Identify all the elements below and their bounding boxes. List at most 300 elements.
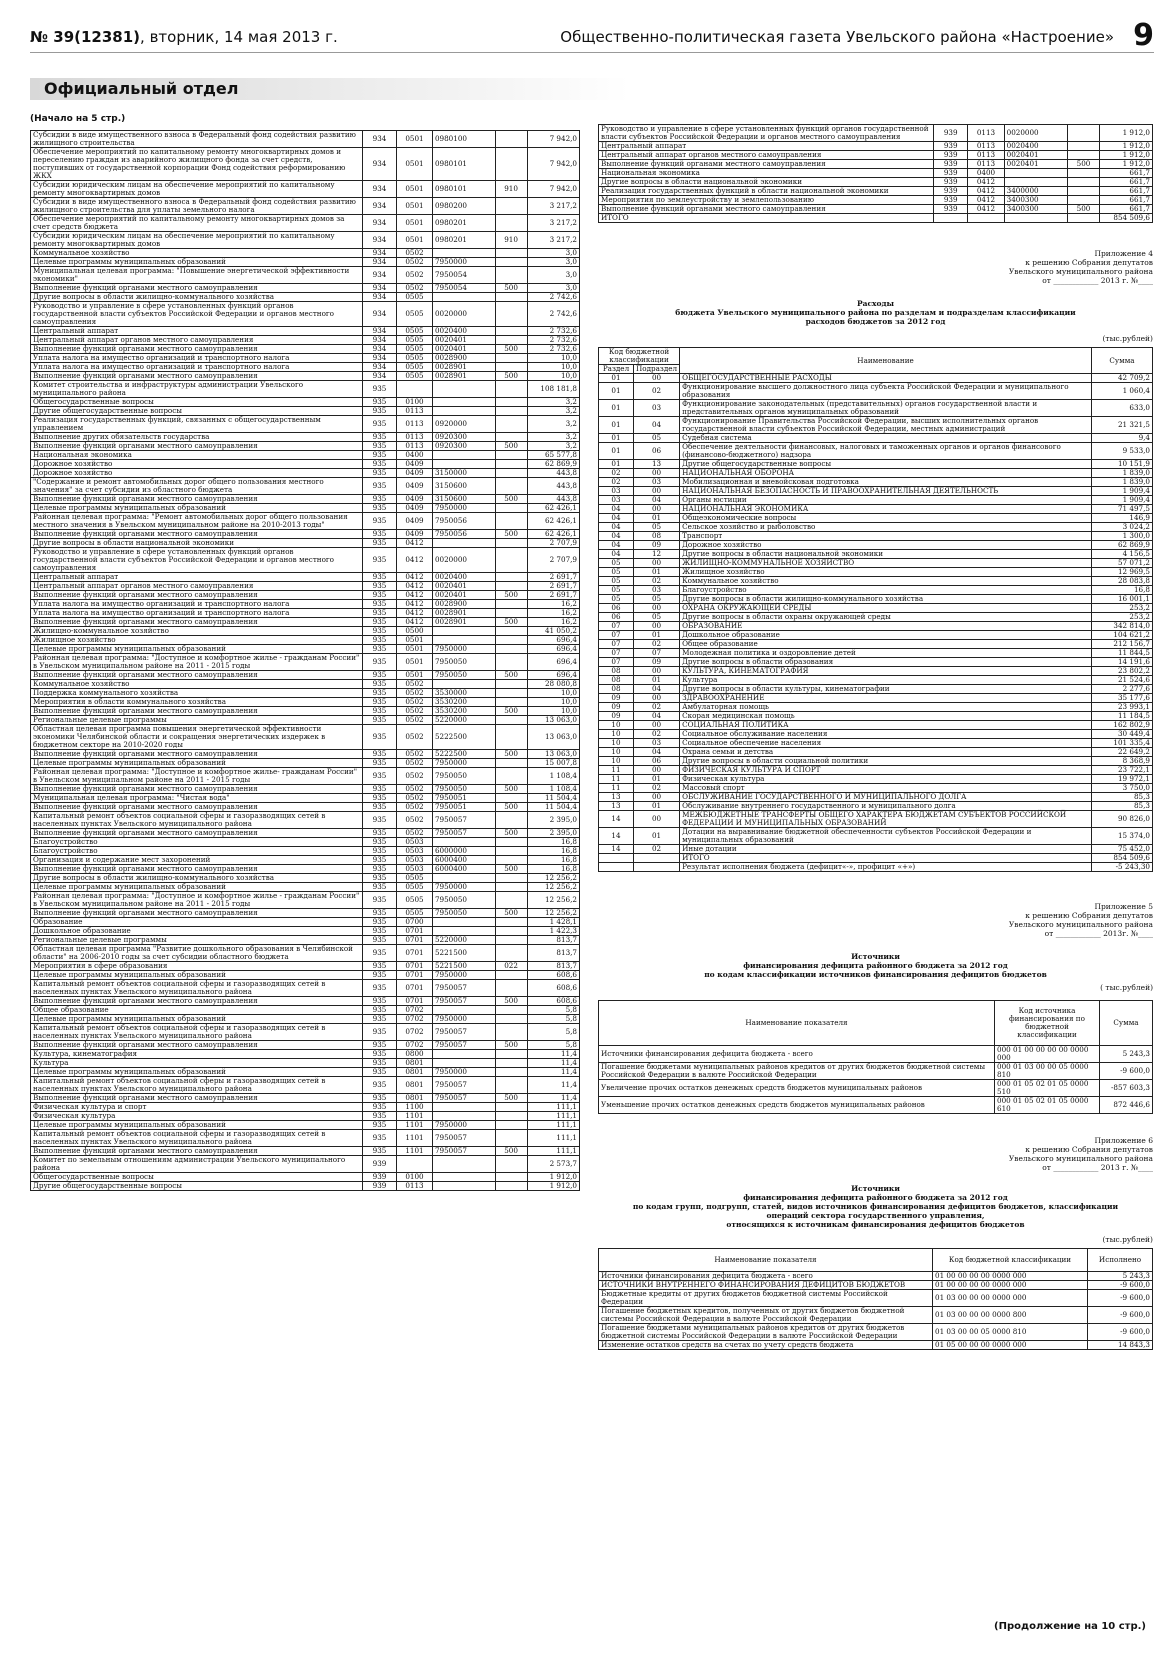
target-code: 0028901	[432, 363, 495, 372]
amount: 10,0	[527, 689, 579, 698]
target-code	[432, 1156, 495, 1173]
section-code: 0500	[396, 627, 432, 636]
chapter-code: 939	[934, 160, 968, 169]
chapter-code: 935	[363, 698, 397, 707]
podrazdel-code: 04	[634, 748, 680, 757]
expense-type	[495, 636, 527, 645]
amount: 15 007,8	[527, 759, 579, 768]
target-code: 0020401	[432, 591, 495, 600]
table-row	[31, 1050, 580, 1059]
item-name: Организация и содержание мест захоронений	[31, 856, 363, 865]
section-code: 0502	[396, 768, 432, 785]
item-name: Другие вопросы в области охраны окружающей среды	[680, 613, 1092, 622]
amount: 2 395,0	[527, 829, 579, 838]
item-name: Капитальный ремонт объектов социальной сферы и газоразводящих сетей в населенных пунктах Увельского муниципального района	[31, 812, 363, 829]
chapter-code: 939	[934, 187, 968, 196]
target-code: 0920300	[432, 442, 495, 451]
chapter-code: 935	[363, 627, 397, 636]
chapter-code: 935	[363, 909, 397, 918]
chapter-code: 935	[363, 398, 397, 407]
chapter-code: 935	[363, 381, 397, 398]
table-row	[599, 1097, 1153, 1114]
amount: 813,7	[527, 936, 579, 945]
podrazdel-code: 06	[634, 443, 680, 460]
section-code: 0701	[396, 936, 432, 945]
expense-type: 500	[495, 865, 527, 874]
section-code: 0505	[396, 363, 432, 372]
item-name: Субсидии юридическим лицам на обеспечение мероприятий по капитальному ремонту многоквартирных домов	[31, 232, 363, 249]
item-name: Выполнение функций органами местного самоуправления	[31, 909, 363, 918]
expense-type	[495, 302, 527, 327]
start-note: (Начало на 5 стр.)	[30, 114, 126, 124]
table-row	[31, 1182, 580, 1191]
item-name: Целевые программы муниципальных образований	[31, 504, 363, 513]
amount: 2 742,6	[527, 302, 579, 327]
target-code	[432, 1103, 495, 1112]
item-name: Выполнение функций органами местного самоуправления	[31, 345, 363, 354]
chapter-code: 935	[363, 1130, 397, 1147]
amount: -9 600,0	[1088, 1307, 1153, 1324]
app5-sum-header: Сумма	[1100, 1001, 1153, 1046]
amount: 85,3	[1092, 802, 1153, 811]
section-code: 0503	[396, 865, 432, 874]
amount: 813,7	[527, 962, 579, 971]
amount: 3,2	[527, 407, 579, 416]
amount: 1 909,4	[1092, 496, 1153, 505]
amount: 7 942,0	[527, 181, 579, 198]
item-name: Выполнение функций органами местного самоуправления	[31, 671, 363, 680]
chapter-code: 935	[363, 759, 397, 768]
table-row	[31, 548, 580, 573]
razdel-code: 04	[599, 541, 634, 550]
section-code: 0502	[396, 829, 432, 838]
razdel-code: 07	[599, 640, 634, 649]
item-name: Функционирование Правительства Российской Федерации, высших исполнительных органов государственной власти субъектов Российской Федерации, местных администраций	[680, 417, 1092, 434]
item-name: Бюджетные кредиты от других бюджетов бюджетной системы Российской Федерации	[599, 1290, 933, 1307]
amount: 14 191,6	[1092, 658, 1153, 667]
amount: 16,8	[527, 838, 579, 847]
expense-type: 500	[495, 1094, 527, 1103]
expense-type: 500	[1067, 160, 1099, 169]
section-code: 0409	[396, 460, 432, 469]
amount: 62 869,9	[527, 460, 579, 469]
podrazdel-code	[634, 854, 680, 863]
podrazdel-code: 01	[634, 568, 680, 577]
app6-caption	[598, 1136, 1153, 1172]
amount: 62 426,1	[527, 504, 579, 513]
razdel-code: 10	[599, 748, 634, 757]
issue-date: , вторник, 14 мая 2013 г.	[140, 28, 338, 46]
section-code: 0412	[968, 178, 1004, 187]
expense-type	[495, 1059, 527, 1068]
expense-type	[495, 573, 527, 582]
podrazdel-code: 00	[634, 604, 680, 613]
item-name: Региональные целевые программы	[31, 716, 363, 725]
table-row	[599, 400, 1153, 417]
podrazdel-code: 04	[634, 685, 680, 694]
razdel-code: 01	[599, 417, 634, 434]
amount: 1 108,4	[527, 768, 579, 785]
chapter-code: 935	[363, 1112, 397, 1121]
left-column	[30, 114, 580, 1191]
item-name: Целевые программы муниципальных образований	[31, 258, 363, 267]
amount: 696,4	[527, 654, 579, 671]
item-name: Обеспечение мероприятий по капитальному ремонту многоквартирных домов и переселению граждан из аварийного жилищного фонда за счет средств, поступивших от государственной корпорации Фонд содействия реформированию ЖКХ	[31, 148, 363, 181]
section-code	[968, 214, 1004, 223]
target-code: 6000000	[432, 847, 495, 856]
item-name: Центральный аппарат органов местного самоуправления	[599, 151, 934, 160]
section-code: 0501	[396, 131, 432, 148]
expense-type	[495, 1130, 527, 1147]
section-code: 1101	[396, 1121, 432, 1130]
chapter-code: 935	[363, 451, 397, 460]
podrazdel-code: 00	[634, 505, 680, 514]
item-name: Другие общегосударственные вопросы	[31, 407, 363, 416]
amount: 21 321,5	[1092, 417, 1153, 434]
budget-code: 01 05 00 00 00 0000 000	[933, 1341, 1088, 1350]
razdel-code: 07	[599, 622, 634, 631]
item-name: Дорожное хозяйство	[31, 469, 363, 478]
chapter-code: 934	[363, 336, 397, 345]
target-code: 0028900	[432, 354, 495, 363]
item-name: Другие вопросы в области национальной экономики	[680, 550, 1092, 559]
amount: 1 909,4	[1092, 487, 1153, 496]
item-name: "Содержание и ремонт автомобильных дорог общего пользования местного значения" за счет субсидии из областного бюджета	[31, 478, 363, 495]
table-row	[599, 1341, 1153, 1350]
razdel-code: 04	[599, 523, 634, 532]
section-code: 0502	[396, 267, 432, 284]
target-code: 5221500	[432, 962, 495, 971]
amount: 3 217,2	[527, 215, 579, 232]
section-code: 0505	[396, 293, 432, 302]
amount: 57 071,2	[1092, 559, 1153, 568]
target-code: 7950057	[432, 812, 495, 829]
expense-type	[495, 381, 527, 398]
expense-type: 500	[495, 618, 527, 627]
chapter-code: 934	[363, 372, 397, 381]
item-name: Благоустройство	[680, 586, 1092, 595]
item-name: Целевые программы муниципальных образований	[31, 645, 363, 654]
item-name: НАЦИОНАЛЬНАЯ БЕЗОПАСНОСТЬ И ПРАВООХРАНИТЕЛЬНАЯ ДЕЯТЕЛЬНОСТЬ	[680, 487, 1092, 496]
amount: 11,4	[527, 1068, 579, 1077]
table-row	[599, 863, 1153, 872]
section-code: 0501	[396, 645, 432, 654]
section-code: 0113	[396, 407, 432, 416]
item-name: Скорая медицинская помощь	[680, 712, 1092, 721]
item-name: Выполнение функций органами местного самоуправления	[31, 372, 363, 381]
podrazdel-code: 09	[634, 658, 680, 667]
podrazdel-code: 02	[634, 784, 680, 793]
item-name: Культура, кинематография	[31, 1050, 363, 1059]
amount: -5 243,30	[1092, 863, 1153, 872]
item-name: Мероприятия по землеустройству и землепользованию	[599, 196, 934, 205]
expense-type	[495, 716, 527, 725]
table-row	[31, 812, 580, 829]
expense-type	[495, 258, 527, 267]
section-code: 0801	[396, 1068, 432, 1077]
expense-type	[495, 407, 527, 416]
razdel-code: 04	[599, 514, 634, 523]
target-code: 7950057	[432, 1094, 495, 1103]
amount: 1 300,0	[1092, 532, 1153, 541]
target-code	[432, 293, 495, 302]
amount: 9 533,0	[1092, 443, 1153, 460]
chapter-code: 935	[363, 416, 397, 433]
item-name: Национальная экономика	[599, 169, 934, 178]
amount: 108 181,8	[527, 381, 579, 398]
razdel-code: 04	[599, 550, 634, 559]
target-code: 0920000	[432, 416, 495, 433]
section-code: 0409	[396, 513, 432, 530]
chapter-code: 935	[363, 997, 397, 1006]
item-name: Мероприятия в области коммунального хозяйства	[31, 698, 363, 707]
target-code: 0020000	[432, 302, 495, 327]
app5-unit: ( тыс.рублей)	[1100, 983, 1153, 992]
item-name: Молодежная политика и оздоровление детей	[680, 649, 1092, 658]
target-code: 7950051	[432, 794, 495, 803]
podrazdel-code	[634, 863, 680, 872]
amount: 3,2	[527, 433, 579, 442]
chapter-code: 935	[363, 548, 397, 573]
amount: 22 649,2	[1092, 748, 1153, 757]
item-name: Руководство и управление в сфере установленных функций органов государственной власти субъектов Российской Федерации и органов местного самоуправления	[31, 302, 363, 327]
target-code: 0020401	[432, 345, 495, 354]
table-row	[599, 1080, 1153, 1097]
app4-sum-header: Сумма	[1092, 348, 1153, 374]
item-name: Погашение бюджетами муниципальных районов кредитов от других бюджетов бюджетной системы Российской Федерации в валюте Российской Федерации	[599, 1063, 995, 1080]
item-name: Муниципальная целевая программа: "Чистая вода"	[31, 794, 363, 803]
amount: 3 217,2	[527, 232, 579, 249]
razdel-code: 13	[599, 802, 634, 811]
item-name: Другие общегосударственные вопросы	[31, 1182, 363, 1191]
target-code: 7950057	[432, 997, 495, 1006]
amount: 1 912,0	[1100, 125, 1153, 142]
amount: 1 912,0	[527, 1182, 579, 1191]
item-name: ОХРАНА ОКРУЖАЮЩЕЙ СРЕДЫ	[680, 604, 1092, 613]
razdel-code: 08	[599, 676, 634, 685]
item-name: Дотации на выравнивание бюджетной обеспеченности субъектов Российской Федерации и муниципальных образований	[680, 828, 1092, 845]
item-name: Реализация государственных функций, связанных с общегосударственным управлением	[31, 416, 363, 433]
section-code: 0502	[396, 258, 432, 267]
expense-type: 500	[495, 530, 527, 539]
expense-type	[1067, 187, 1099, 196]
podrazdel-code: 08	[634, 532, 680, 541]
chapter-code: 935	[363, 539, 397, 548]
item-name: Уплата налога на имущество организаций и транспортного налога	[31, 600, 363, 609]
app6-caption-line: Увельского муниципального района	[1008, 1154, 1153, 1163]
item-name: Обслуживание внутреннего государственного и муниципального долга	[680, 802, 1092, 811]
item-name: Изменение остатков средств на счетах по учету средств бюджета	[599, 1341, 933, 1350]
table-row	[31, 654, 580, 671]
amount: 11,4	[527, 1050, 579, 1059]
podrazdel-code: 09	[634, 541, 680, 550]
section-code: 0113	[968, 160, 1004, 169]
target-code: 7950000	[432, 504, 495, 513]
amount: 28 080,8	[527, 680, 579, 689]
item-name: Выполнение функций органами местного самоуправления	[31, 495, 363, 504]
item-name: Другие вопросы в области культуры, кинематографии	[680, 685, 1092, 694]
section-code: 0412	[396, 573, 432, 582]
amount: 10,0	[527, 372, 579, 381]
amount: 3,2	[527, 416, 579, 433]
expense-type	[495, 1156, 527, 1173]
section-code: 0100	[396, 398, 432, 407]
expense-type	[495, 1024, 527, 1041]
table-row	[599, 443, 1153, 460]
item-name: Районная целевая программа: "Доступное и комфортное жилье - гражданам России" в Увельском муниципальном районе на 2011 - 2015 годы	[31, 892, 363, 909]
budget-code: 01 03 00 00 00 0000 000	[933, 1290, 1088, 1307]
chapter-code: 935	[363, 725, 397, 750]
expense-type	[495, 627, 527, 636]
target-code	[432, 1182, 495, 1191]
table-row	[31, 768, 580, 785]
target-code: 7950057	[432, 829, 495, 838]
table-row	[31, 416, 580, 433]
razdel-code: 02	[599, 469, 634, 478]
razdel-code	[599, 854, 634, 863]
section-code: 0409	[396, 495, 432, 504]
section-code: 0801	[396, 1059, 432, 1068]
app4-title	[598, 299, 1153, 326]
amount: 253,2	[1092, 604, 1153, 613]
item-name: Целевые программы муниципальных образований	[31, 1121, 363, 1130]
podrazdel-code: 03	[634, 739, 680, 748]
expense-type	[495, 1068, 527, 1077]
amount: 30 449,4	[1092, 730, 1153, 739]
razdel-code: 05	[599, 559, 634, 568]
podrazdel-code: 00	[634, 694, 680, 703]
app4-table	[598, 347, 1153, 872]
table-row	[599, 1063, 1153, 1080]
amount: 19 972,1	[1092, 775, 1153, 784]
razdel-code: 03	[599, 496, 634, 505]
amount: 3 217,2	[527, 198, 579, 215]
amount: 5,8	[527, 1041, 579, 1050]
razdel-code: 08	[599, 667, 634, 676]
item-name: Социальное обеспечение населения	[680, 739, 1092, 748]
section-code: 0412	[396, 548, 432, 573]
table-row	[599, 1290, 1153, 1307]
expense-type: 500	[495, 372, 527, 381]
table-row	[599, 417, 1153, 434]
chapter-code: 935	[363, 645, 397, 654]
amount: 2 691,7	[527, 573, 579, 582]
expense-type	[495, 293, 527, 302]
section-code: 0501	[396, 636, 432, 645]
chapter-code: 935	[363, 1147, 397, 1156]
razdel-code: 09	[599, 712, 634, 721]
app6-caption-line: к решению Собрания депутатов	[1025, 1145, 1153, 1154]
chapter-code: 939	[934, 169, 968, 178]
item-name: Погашение бюджетных кредитов, полученных от других бюджетов бюджетной системы Российской Федерации в валюте Российской Федерации	[599, 1307, 933, 1324]
expense-type: 500	[495, 803, 527, 812]
expense-type	[495, 478, 527, 495]
target-code: 5220000	[432, 716, 495, 725]
section-code: 0505	[396, 874, 432, 883]
chapter-code: 935	[363, 794, 397, 803]
table-row	[599, 1046, 1153, 1063]
expense-type	[495, 1112, 527, 1121]
item-name: Районная целевая программа: "Доступное и комфортное жилье- гражданам России" в Увельском муниципальном районе на 2011 - 2015 годы	[31, 768, 363, 785]
section-code: 0113	[968, 125, 1004, 142]
item-name: Центральный аппарат органов местного самоуправления	[31, 582, 363, 591]
target-code: 0020400	[432, 327, 495, 336]
item-name: ИТОГО	[680, 854, 1092, 863]
expense-type	[495, 198, 527, 215]
amount: 3 750,0	[1092, 784, 1153, 793]
expense-type	[1067, 142, 1099, 151]
budget-code: 01 00 00 00 00 0000 000	[933, 1272, 1088, 1281]
chapter-code: 934	[363, 363, 397, 372]
issue-line	[30, 28, 338, 46]
target-code	[1004, 214, 1067, 223]
app6-title-line: по кодам групп, подгрупп, статей, видов источников финансирования дефицитов бюджетов, классификации	[632, 1202, 1119, 1211]
podrazdel-code: 00	[634, 374, 680, 383]
chapter-code: 935	[363, 689, 397, 698]
item-name: Выполнение функций органами местного самоуправления	[31, 442, 363, 451]
table-row	[599, 383, 1153, 400]
chapter-code: 935	[363, 1024, 397, 1041]
amount: 162 802,9	[1092, 721, 1153, 730]
item-name: Дорожное хозяйство	[31, 460, 363, 469]
section-code: 0701	[396, 971, 432, 980]
table-row	[31, 1130, 580, 1147]
razdel-code: 03	[599, 487, 634, 496]
section-code: 0409	[396, 530, 432, 539]
target-code: 0020401	[1004, 151, 1067, 160]
chapter-code: 935	[363, 680, 397, 689]
app4-caption-line: Приложение 4	[1094, 249, 1153, 258]
expense-type	[495, 215, 527, 232]
item-name: Другие вопросы в области жилищно-коммунального хозяйства	[680, 595, 1092, 604]
table-row	[31, 1156, 580, 1173]
target-code: 7950054	[432, 267, 495, 284]
expense-type	[495, 971, 527, 980]
app6-name-header: Наименование показателя	[599, 1249, 933, 1272]
item-name: Центральный аппарат	[31, 573, 363, 582]
target-code: 0020400	[432, 573, 495, 582]
amount: 3,0	[527, 258, 579, 267]
table-row	[31, 892, 580, 909]
target-code: 5221500	[432, 945, 495, 962]
amount: 11 504,4	[527, 803, 579, 812]
amount: 42 709,2	[1092, 374, 1153, 383]
section-code: 0505	[396, 345, 432, 354]
item-name: Обеспечение мероприятий по капитальному ремонту многоквартирных домов за счет средств бюджета	[31, 215, 363, 232]
item-name: Социальное обслуживание населения	[680, 730, 1092, 739]
item-name: Муниципальная целевая программа: "Повышение энергетической эффективности экономики"	[31, 267, 363, 284]
expense-type	[495, 812, 527, 829]
item-name: Капитальный ремонт объектов социальной сферы и газоразводящих сетей в населенных пунктах Увельского муниципального района	[31, 980, 363, 997]
chapter-code: 939	[934, 178, 968, 187]
amount: -9 600,0	[1100, 1063, 1153, 1080]
razdel-code: 10	[599, 730, 634, 739]
amount: 35 177,6	[1092, 694, 1153, 703]
target-code: 7950000	[432, 883, 495, 892]
item-name: Целевые программы муниципальных образований	[31, 971, 363, 980]
app5-caption-line: Увельского муниципального района	[1008, 920, 1153, 929]
chapter-code: 935	[363, 460, 397, 469]
target-code: 3400000	[1004, 187, 1067, 196]
expense-type	[495, 918, 527, 927]
chapter-code: 935	[363, 768, 397, 785]
razdel-code: 09	[599, 694, 634, 703]
amount: 16 001,1	[1092, 595, 1153, 604]
target-code	[432, 451, 495, 460]
expense-type	[495, 1077, 527, 1094]
item-name: Дорожное хозяйство	[680, 541, 1092, 550]
razdel-code: 04	[599, 532, 634, 541]
